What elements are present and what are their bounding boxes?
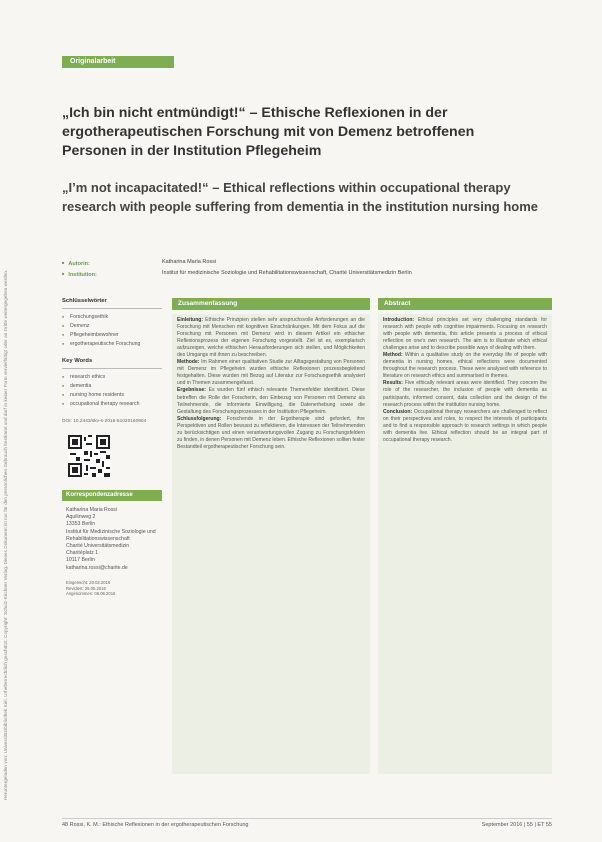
- author-label: ■ Autorin:: [62, 258, 162, 269]
- paragraph-label: Einleitung:: [177, 317, 204, 323]
- abstract-english-heading: Abstract: [378, 298, 552, 310]
- abstract-paragraph: [383, 317, 547, 352]
- paragraph-label: Conclusion:: [383, 408, 413, 415]
- list-item: ■ Forschungsethik: [62, 314, 162, 321]
- institution-row: [62, 269, 562, 280]
- article-category-label: Originalarbeit: [62, 56, 174, 68]
- contact-address: [62, 507, 162, 572]
- keywords-list: [62, 374, 162, 408]
- paragraph-label: Introduction:: [383, 317, 415, 323]
- contact-line: Charité Universitätsmedizin: [66, 543, 130, 550]
- footer-issue: September 2016 | 55 | ET 55: [481, 822, 552, 828]
- submission-dates: [62, 580, 162, 597]
- paragraph-text: Five ethically relevant areas were identified. They concern the role of the researcher, the inclusion of people with dementia as participants, informed consent, data collection and the design of the research process within the institution nursing home.: [383, 380, 547, 408]
- abstract-paragraph: [177, 387, 365, 415]
- list-item: ■ ergotherapeutische Forschung: [62, 341, 162, 348]
- list-item: ■ Pflegeheimbewohner: [62, 332, 162, 339]
- paragraph-text: Ethical principles set very challenging standards for research with people with cognitive impairments. Focusing on research with people with dementia, this article presents a process of ethical reflection on one’s own research. The aim is to illustrate which ethical challenges arise and to describe possible ways of dealing with them.: [383, 317, 547, 352]
- abstract-paragraph: [383, 352, 547, 380]
- contact-heading: Korrespondenzadresse: [62, 490, 162, 501]
- institution-label: ■ Institution:: [62, 269, 162, 280]
- paragraph-text: Es wurden fünf ethisch relevante Themenfelder identifiziert. Diese betreffen die Rolle der Forscherin, den Einbezug von Personen mit Demenz als Teilnehmende, die informierte Einwilligung, die Datenerhebung sowie die Gestaltung des Forschungsprozesses in der Institution Pflegeheim.: [177, 387, 365, 415]
- copyright-sidebar: Heruntergeladen von: Universitätsbibliothek Kiel. Urheberrechtlich geschützt. Copyright: Schulz-Kirchner Verlag. Dieses Dokument ist nur für den persönlichen Gebrauch bestimmt und darf in keiner Form vervielfältigt oder an Dritte weitergegeben werden.: [3, 269, 8, 800]
- contact-line: Charitéplatz 1: [66, 550, 99, 557]
- abstract-paragraph: [383, 409, 547, 444]
- schluesselwoerter-heading: Schlüsselwörter: [62, 298, 162, 309]
- contact-line: Aquilinweg 2: [66, 514, 96, 521]
- list-item: ■ dementia: [62, 383, 162, 390]
- date-line: Angenommen: 06.06.2016: [66, 591, 116, 597]
- author-meta: [62, 258, 562, 280]
- paragraph-text: Within a qualitative study on the everyday life of people with dementia in nursing homes, ethical reflections were documented throughout the research process. These were analysed with reference to literature on research ethics and summarised in themes.: [383, 352, 547, 380]
- abstract-paragraph: [177, 359, 365, 387]
- left-sidebar-column: [62, 298, 162, 597]
- abstract-paragraph: [383, 380, 547, 408]
- paragraph-label: Schlussfolgerung:: [177, 415, 222, 422]
- contact-line: Katharina Maria Rossi: [66, 507, 118, 513]
- schluesselwoerter-list: [62, 314, 162, 348]
- page-footer: [62, 818, 552, 828]
- paragraph-label: Ergebnisse:: [177, 387, 206, 394]
- paragraph-text: Forschende in der Ergotherapie sind gefordert, ihre Perspektiven und Rollen bewusst zu reflektieren, die Interessen der Teilnehmenden zu berücksichtigen und einen verantwortungsvollen Zugang zu Forschungsfeldern zu finden, in denen Personen mit Demenz leben. Ethische Reflexionen sollten fester Bestandteil ergotherapeutischer Forschung sein.: [177, 415, 365, 450]
- abstract-english: [378, 298, 552, 774]
- paragraph-label: Results:: [383, 380, 403, 387]
- contact-email-link[interactable]: katharina.rossi@charite.de: [66, 564, 128, 571]
- article-title-german: „Ich bin nicht entmündigt!“ – Ethische Reflexionen in der ergotherapeutischen Forschung mit von Demenz betroffenen Personen in der Institution Pflegeheim: [62, 105, 475, 159]
- footer-citation: 48 Rossi, K. M.: Ethische Reflexionen in der ergotherapeutischen Forschung: [62, 822, 249, 828]
- paragraph-label: Methode:: [177, 359, 200, 366]
- doi-text: DOI: 10.2443/skv-s-2016-51020160904: [62, 419, 147, 424]
- abstract-german-body: [172, 314, 370, 774]
- date-line: Eingereicht: 20.02.2016: [66, 579, 111, 585]
- author-row: [62, 258, 562, 269]
- list-item: ■ nursing home residents: [62, 392, 162, 399]
- paragraph-text: Im Rahmen einer qualitativen Studie zur Alltagsgestaltung von Personen mit Demenz im Pflegeheim wurden ethische Reflexionen prozessbegleitend festgehalten. Diese wurden mit Bezug auf Literatur zur Forschungsethik analysiert und in Themen zusammengefasst.: [177, 359, 365, 387]
- qr-code-icon[interactable]: [68, 435, 110, 477]
- abstract-english-body: [378, 314, 552, 774]
- contact-line: 13353 Berlin: [66, 521, 96, 528]
- contact-line: Institut für Medizinische Soziologie und Rehabilitationswissenschaft: [66, 528, 156, 542]
- date-line: Revidiert: 25.05.2016: [66, 585, 106, 591]
- abstract-paragraph: [177, 416, 365, 451]
- paragraph-label: Method:: [383, 352, 403, 359]
- article-title-english: „I’m not incapacitated!“ – Ethical reflections within occupational therapy research with people suffering from dementia in the institution nursing home: [62, 180, 538, 214]
- list-item: ■ research ethics: [62, 374, 162, 381]
- list-item: ■ occupational therapy research: [62, 401, 162, 408]
- abstract-german-heading: Zusammenfassung: [172, 298, 370, 310]
- paragraph-text: Ethische Prinzipien stellen sehr anspruchsvolle Anforderungen an die Forschung mit Menschen mit kognitiven Einschränkungen. Mit dem Fokus auf die Forschung mit Personen mit Demenz wird in diesem Artikel ein ethischer Reflexionsprozess der eigenen Forschung vorgestellt. Ziel ist es, exemplarisch aufzuzeigen, welche ethischen Herausforderungen sich stellen, und Möglichkeiten des Umgangs mit ihnen zu beschreiben.: [177, 317, 365, 359]
- abstract-paragraph: [177, 317, 365, 359]
- author-value: Katharina Maria Rossi: [162, 259, 217, 265]
- institution-value: Institut für medizinische Soziologie und Rehabilitationswissenschaft, Charité Universitätsmedizin Berlin: [162, 270, 412, 276]
- abstract-german: [172, 298, 370, 774]
- keywords-heading: Key Words: [62, 358, 162, 369]
- contact-line: 10117 Berlin: [66, 557, 95, 564]
- paragraph-text: Occupational therapy researchers are challenged to reflect on their perspectives and roles, to respect the interests of participants and to find a responsible approach to research settings in which people with dementia live. Ethical reflection should be an integral part of occupational therapy research.: [383, 408, 547, 443]
- list-item: ■ Demenz: [62, 323, 162, 330]
